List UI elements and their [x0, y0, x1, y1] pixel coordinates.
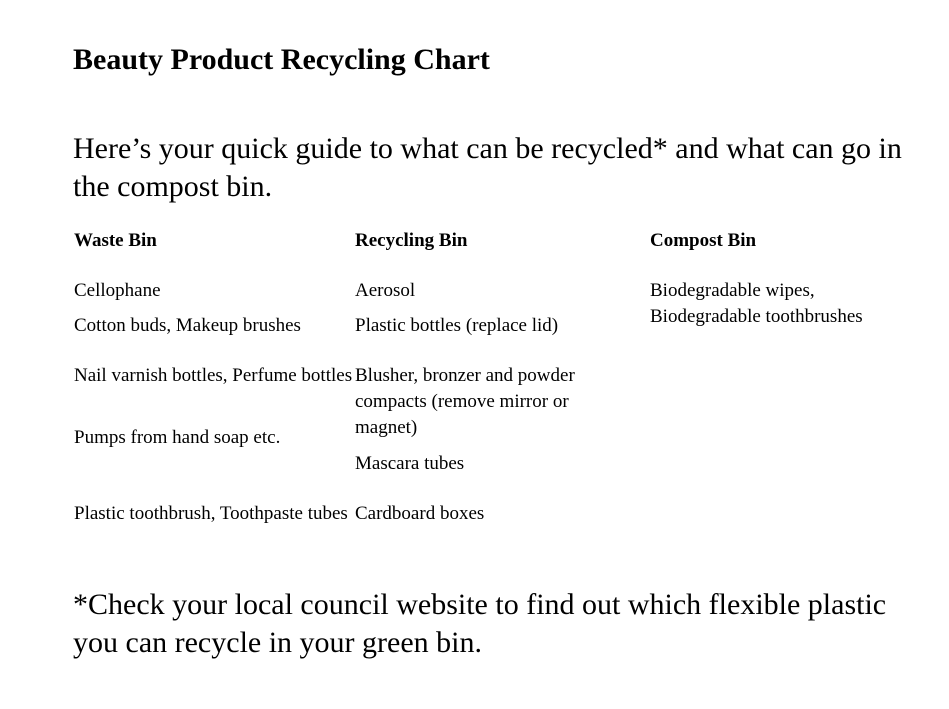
waste-item: Cotton buds, Makeup brushes: [74, 315, 301, 336]
recycling-item: Plastic bottles (replace lid): [355, 315, 559, 336]
recycling-bin-header: Recycling Bin: [355, 230, 468, 251]
footnote: *Check your local council website to find out which flexible plastic you can recycle in your green bin.: [73, 588, 887, 659]
recycling-item: Mascara tubes: [355, 453, 465, 474]
recycling-item: Cardboard boxes: [355, 503, 485, 524]
waste-item: Pumps from hand soap etc.: [74, 427, 281, 448]
compost-bin-header: Compost Bin: [650, 230, 757, 251]
recycling-item: Blusher, bronzer and powder compacts (remove mirror or magnet): [355, 365, 575, 438]
waste-item: Cellophane: [74, 280, 161, 301]
waste-item: Nail varnish bottles, Perfume bottles: [74, 365, 353, 386]
intro-text: Here’s your quick guide to what can be recycled* and what can go in the compost bin.: [73, 132, 902, 203]
page-title: Beauty Product Recycling Chart: [73, 43, 490, 76]
recycling-item: Aerosol: [355, 280, 416, 301]
waste-bin-header: Waste Bin: [74, 230, 157, 251]
compost-item: Biodegradable wipes, Biodegradable toothbrushes: [650, 280, 863, 327]
waste-item: Plastic toothbrush, Toothpaste tubes: [74, 503, 348, 524]
